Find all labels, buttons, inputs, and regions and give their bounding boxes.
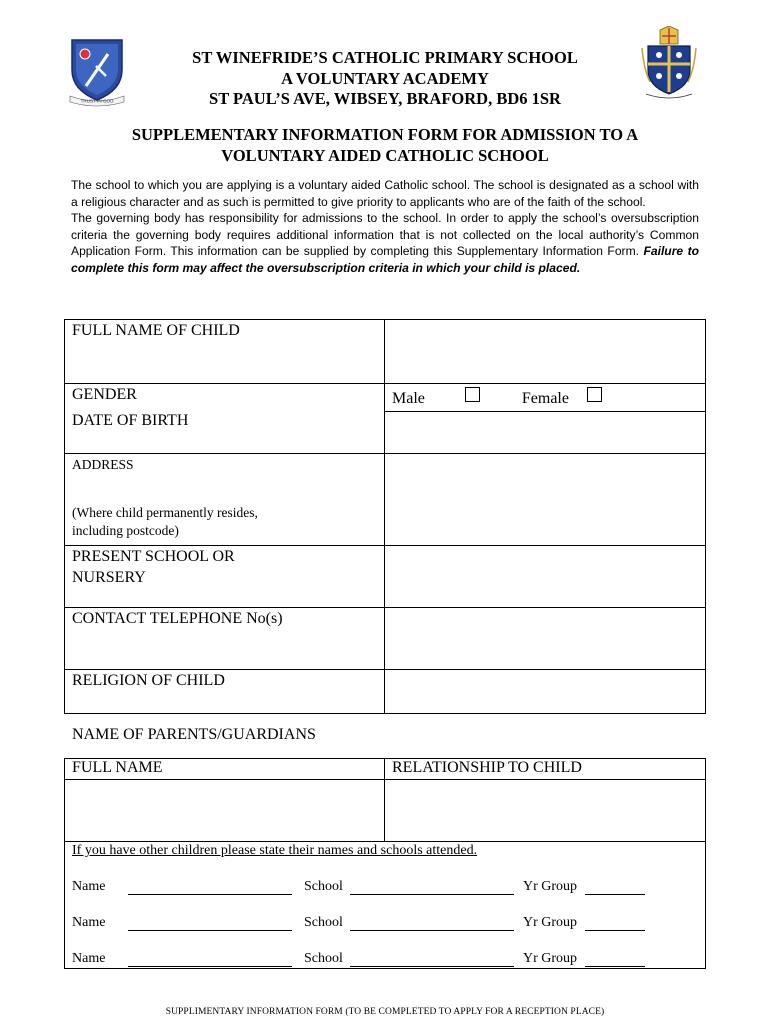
intro-paragraph-2: [71, 210, 699, 276]
siblings-box: [64, 841, 706, 969]
page-footer: SUPPLIMENTARY INFORMATION FORM (TO BE COMPLETED TO APPLY FOR A RECEPTION PLACE): [165, 1007, 605, 1017]
gender-female-checkbox[interactable]: [587, 387, 602, 402]
sibling-name-label: Name: [72, 915, 106, 930]
sibling-year-line[interactable]: [585, 894, 645, 895]
sibling-name-label: Name: [72, 951, 106, 966]
contact-phone-label: [65, 608, 385, 670]
parent-full-name-field[interactable]: [65, 780, 385, 842]
address-field[interactable]: [385, 454, 706, 546]
sibling-year-label: Yr Group: [523, 915, 578, 930]
full-name-label: [65, 320, 385, 384]
form-title-line-2: VOLUNTARY AIDED CATHOLIC SCHOOL: [221, 146, 549, 165]
row-present-school: [65, 546, 706, 608]
sibling-school-line[interactable]: [350, 894, 514, 895]
row-religion: [65, 670, 706, 714]
sibling-name-line[interactable]: [128, 966, 292, 967]
school-name: ST WINEFRIDE’S CATHOLIC PRIMARY SCHOOL: [192, 48, 578, 67]
dob-label-text: DATE OF BIRTH: [72, 411, 189, 429]
sibling-year-label: Yr Group: [523, 951, 578, 966]
parents-col-full-name: FULL NAME: [65, 759, 385, 780]
row-full-name: [65, 320, 706, 384]
religion-label: [65, 670, 385, 714]
row-contact-telephone: [65, 608, 706, 670]
gender-label-text: GENDER: [72, 386, 137, 403]
form-title: [0, 124, 770, 166]
gender-male-checkbox[interactable]: [465, 387, 480, 402]
sibling-year-line[interactable]: [585, 930, 645, 931]
sibling-school-line[interactable]: [350, 966, 514, 967]
address-label: [65, 454, 385, 546]
address-note-line-2: including postcode): [72, 523, 179, 538]
religion-label-text: RELIGION OF CHILD: [72, 672, 225, 689]
address-note-line-1: (Where child permanently resides,: [72, 505, 258, 520]
parent-relationship-field[interactable]: [385, 780, 706, 842]
sibling-school-label: School: [304, 915, 343, 930]
dob-label: [65, 412, 385, 454]
address-label-text: ADDRESS: [72, 457, 134, 472]
parents-header-row: [65, 759, 706, 780]
child-details-table: [64, 319, 706, 714]
sibling-year-line[interactable]: [585, 966, 645, 967]
gender-label: [65, 384, 385, 412]
school-address: ST PAUL’S AVE, WIBSEY, BRAFORD, BD6 1SR: [209, 89, 561, 108]
row-gender: [65, 384, 706, 412]
form-title-line-1: SUPPLEMENTARY INFORMATION FORM FOR ADMISSION TO A: [131, 125, 639, 144]
parents-col-relationship: RELATIONSHIP TO CHILD: [385, 759, 706, 780]
crest-motto: TRUST IN GOD: [80, 98, 114, 104]
present-school-label-line-2: NURSERY: [72, 569, 146, 586]
school-type: A VOLUNTARY ACADEMY: [281, 68, 489, 88]
intro-paragraph-2-text: The governing body has responsibility for admissions to the school. In order to apply the school’s oversubscription criteria the governing body requires additional information that is not collected on the local authority’s Common Application Form. This information can be supplied by completing this Supplementary Information Form.: [71, 211, 699, 259]
siblings-title: If you have other children please state their names and schools attended.: [72, 843, 478, 858]
row-address: [65, 454, 706, 546]
parents-section-title: NAME OF PARENTS/GUARDIANS: [72, 726, 316, 743]
gender-female-label: Female: [521, 390, 569, 407]
sibling-school-line[interactable]: [350, 930, 514, 931]
full-name-label-text: FULL NAME OF CHILD: [72, 322, 240, 339]
religion-field[interactable]: [385, 670, 706, 714]
sibling-name-line[interactable]: [128, 930, 292, 931]
gender-male-label: Male: [392, 390, 425, 407]
parents-entry-row: [65, 780, 706, 842]
school-header: [0, 48, 770, 110]
dob-field[interactable]: [385, 412, 706, 454]
parents-table: [64, 758, 706, 842]
present-school-field[interactable]: [385, 546, 706, 608]
contact-phone-field[interactable]: [385, 608, 706, 670]
sibling-name-line[interactable]: [128, 894, 292, 895]
contact-phone-label-text: CONTACT TELEPHONE No(s): [72, 610, 283, 627]
present-school-label: [65, 546, 385, 608]
sibling-name-label: Name: [72, 879, 106, 894]
sibling-school-label: School: [304, 951, 343, 966]
row-date-of-birth: [65, 412, 706, 454]
gender-field: [385, 384, 706, 412]
sibling-year-label: Yr Group: [523, 879, 578, 894]
sibling-school-label: School: [304, 879, 343, 894]
present-school-label-line-1: PRESENT SCHOOL OR: [72, 548, 235, 565]
intro-text: [71, 177, 699, 277]
intro-paragraph-1: The school to which you are applying is a voluntary aided Catholic school. The school is designated as a school with a religious character and as such is permitted to give priority to applicants who are of the faith of the school.: [71, 178, 699, 209]
intro-warning: Failure to complete this form may affect the oversubscription criteria in which your child is placed.: [71, 244, 699, 275]
full-name-field[interactable]: [385, 320, 706, 384]
